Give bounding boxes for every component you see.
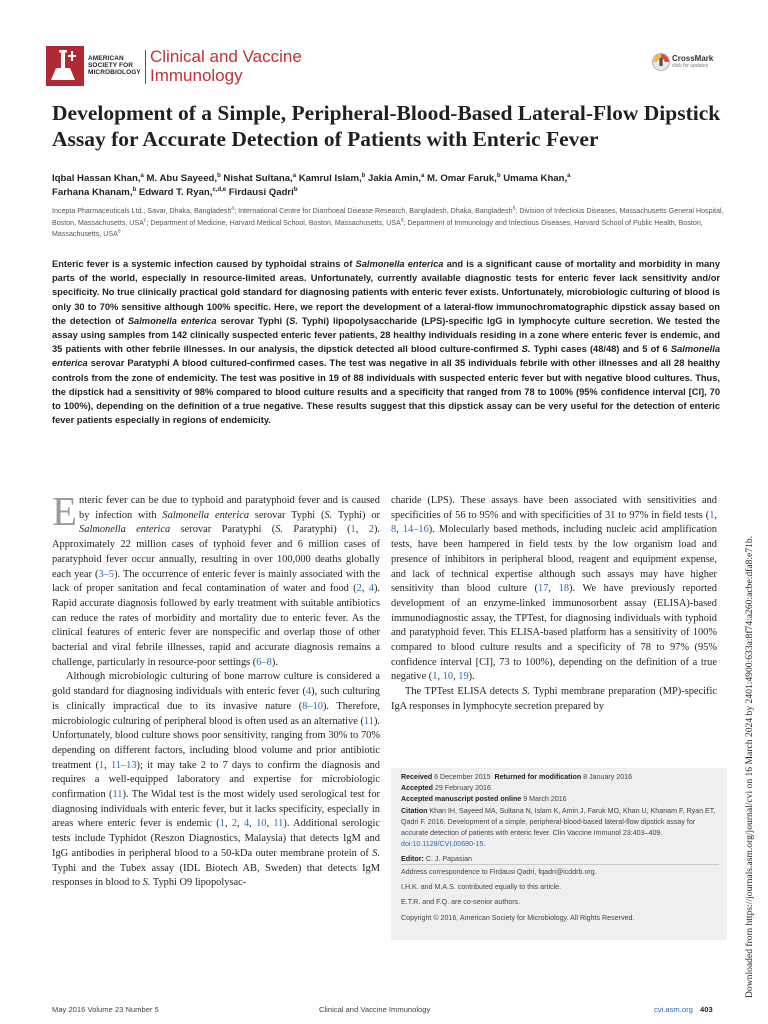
text-run: serovar Typhi (: [249, 509, 325, 521]
returned-label: Returned for modification: [494, 773, 582, 781]
article-title: Development of a Simple, Peripheral-Blood-Based Lateral-Flow Dipstick Assay for Accurate Detection of Patients with Enteric Fever: [52, 101, 721, 151]
author-list: [52, 172, 732, 200]
equal-contribution-note: I.H.K. and M.A.S. contributed equally to this article.: [401, 883, 562, 892]
online-date: 9 March 2016: [523, 795, 567, 804]
text-run: The TPTest ELISA detects: [405, 686, 523, 698]
text-run: ). Molecularly based methods, including nucleic acid amplification tests, have been hampered in field tests by the low organism load and presence of inhibitors in peripheral blood, reagent and equipment expense, and lack of technical expertise although such assays may have higher sensitivity than blood culture (: [391, 524, 717, 595]
author-name: M. Abu Sayeed,: [146, 173, 218, 184]
text-run: ,: [453, 671, 459, 683]
society-line: MICROBIOLOGY: [88, 69, 141, 76]
text-run: ,: [355, 524, 369, 536]
author-name: Jakia Amin,: [368, 173, 421, 184]
crossmark-icon[interactable]: [652, 53, 670, 71]
text-run: ,: [224, 818, 232, 830]
reference-link[interactable]: 10: [442, 671, 454, 683]
online-label: Accepted manuscript posted online: [401, 795, 522, 804]
senior-author-note: E.T.R. and F.Q. are co-senior authors.: [401, 898, 521, 907]
reference-link[interactable]: 18: [558, 583, 570, 595]
author-affiliation-marker: b: [132, 186, 137, 193]
author-affiliation-marker: b: [217, 172, 221, 179]
accepted-date: 29 February 2016: [434, 784, 491, 793]
society-line: SOCIETY FOR: [88, 62, 134, 69]
correspondence-note: Address correspondence to Firdausi Qadri, fqadri@icddrb.org.: [401, 868, 597, 876]
reference-link[interactable]: 1: [219, 818, 225, 830]
reference-link[interactable]: 1: [350, 524, 356, 536]
text-run: ,: [437, 671, 443, 683]
author-name: Edward T. Ryan,: [138, 187, 213, 198]
journal-name: [150, 47, 302, 85]
body-paragraph: [52, 670, 380, 891]
italic-text: S.: [324, 509, 333, 521]
author-affiliation-marker: a: [292, 172, 297, 179]
history-row: [401, 772, 719, 783]
affiliation-marker: e: [117, 228, 121, 235]
author-affiliation-marker: b: [293, 186, 298, 193]
text-run: ); it may take 2 to 7 days to confirm the diagnosis and requires a well-equipped laboratory and expertise for microbiologic confirmation (: [52, 759, 380, 801]
author-affiliation-marker: a: [567, 172, 571, 179]
text-run: serovar Typhi (: [216, 315, 290, 326]
body-paragraph: [52, 488, 381, 670]
author-affiliation-marker: b: [496, 172, 501, 179]
italic-text: Salmonella enterica: [52, 344, 720, 369]
text-run: ,: [548, 583, 559, 595]
citation: [401, 806, 719, 851]
reference-link[interactable]: 4: [305, 686, 312, 698]
text-run: ). We have previously reported development of an enzyme-linked immunosorbent assay (ELISA)-based immunodiagnostic assay, the TPTest, for diagnosing individuals with typhoid and paratyphoid fever. This ELISA-based platform has a sensitivity of 100% compared to blood culture results and a specificity of 78 to 97% (95% confidence interval [CI], 73 to 100%), depending on the definition of a true negative (: [391, 583, 717, 683]
text-run: ). Approximately 22 million cases of typhoid fever and 6 million cases of paratyphoid fever occur annually, resulting in over 100,000 deaths globally each year (: [52, 524, 380, 580]
text-run: ). Therefore, microbiologic culturing of peripheral blood is often used as an alternative (: [52, 700, 380, 727]
journal-name-line: Immunology: [150, 66, 243, 85]
text-run: Typhi) or: [332, 509, 380, 521]
download-watermark: Downloaded from https://journals.asm.org/journal/cvi on 16 March 2024 by 2401:4900:633a:8f74:a260:acbe:dfa8:e71b.: [744, 535, 755, 998]
body-column-right: [391, 494, 717, 715]
text-run: ,: [104, 759, 111, 771]
italic-text: S.: [142, 877, 151, 889]
italic-text: Salmonella enterica: [127, 315, 217, 326]
citation-end: .: [483, 840, 486, 849]
affiliation-text: ; Department of Immunology and Infectious Diseases, Harvard School of Public Health, Boston, Massachusetts, USA: [52, 218, 703, 238]
society-name: [88, 55, 148, 76]
journal-name-line: Clinical and Vaccine: [150, 47, 302, 66]
citation-label: Citation: [401, 806, 428, 815]
abstract: [52, 257, 720, 427]
author-name: M. Omar Faruk,: [427, 173, 497, 184]
text-run: ,: [714, 509, 717, 521]
affiliation-text: ; Division of Infectious Diseases, Massachusetts General Hospital, Boston, Massachusetts, USA: [52, 207, 724, 227]
text-run: Although microbiologic culturing of bone marrow culture is considered a gold standard for diagnosing individuals with enteric fever (: [52, 671, 380, 698]
header-divider: [145, 50, 146, 84]
text-run: ). The Widal test is the most widely used serological test for diagnosing individuals with enteric fever, but it lacks specificity, especially in areas where enteric fever is endemic (: [52, 789, 380, 830]
crossmark-link[interactable]: [672, 54, 713, 69]
affiliation-text: ; Department of Medicine, Harvard Medical School, Boston, Massachusetts, USA: [146, 218, 401, 227]
affiliation-marker: c: [143, 217, 147, 224]
text-run: ,: [237, 818, 244, 830]
reference-link[interactable]: 2: [231, 818, 238, 830]
italic-text: S.: [521, 344, 531, 355]
author-affiliation-marker: c,d,e: [212, 186, 227, 193]
italic-text: S.: [289, 315, 298, 326]
history-row: [401, 783, 719, 794]
text-run: Typhi O9 lipopolysac-: [150, 877, 247, 889]
text-run: Paratyphi) (: [283, 524, 351, 536]
italic-text: Salmonella enterica: [355, 259, 444, 269]
text-run: Typhi cases (48/48) and 5 of 6: [530, 344, 671, 355]
reference-link[interactable]: 6–8: [256, 656, 272, 668]
italic-text: S.: [522, 686, 530, 698]
footer-journal: Clinical and Vaccine Immunology: [319, 1005, 431, 1014]
text-run: serovar Paratyphi (: [170, 524, 276, 536]
asm-logo-icon: [46, 46, 84, 86]
reference-link[interactable]: 19: [458, 671, 469, 683]
author-name: Kamrul Islam,: [298, 173, 362, 184]
article-history: [401, 772, 719, 866]
author-name: Firdausi Qadri: [228, 187, 294, 198]
author-affiliation-marker: b: [361, 172, 366, 179]
reference-link[interactable]: 4: [243, 818, 250, 830]
citation-text: Khan IH, Sayeed MA, Sultana N, Islam K, Amin J, Faruk MO, Khan U, Khanam F, Ryan ET, Qadri F. 2016. Development of a simple, peripheral-blood-based lateral-flow dipstick assay for accurate detection of patients with enteric fever. Clin Vaccine Immunol 23:403–409.: [401, 806, 716, 838]
text-run: ,: [361, 583, 369, 595]
text-run: and is a significant cause of mortality and morbidity in many parts of the world, especially in resource-limited areas. Unfortunately, currently available diagnostic tests for enteric fever lack sensitivity and/or specificity. No true clinically practical gold standard for diagnosing patients with enteric fever exists. Unfortunately, microbiologic culturing of blood is only 30 to 70% sensitive although 100% specific. Here, we report the development of a lateral-flow immunochromatographic dipstick assay based on the detection of: [52, 259, 721, 326]
italic-text: Salmonella enterica: [79, 524, 171, 536]
affiliation-text: Incepta Pharmaceuticals Ltd., Savar, Dhaka, Bangladesh: [52, 207, 232, 215]
italic-text: S.: [372, 847, 380, 859]
footer-issue: May 2016 Volume 23 Number 5: [52, 1005, 159, 1014]
info-divider: [401, 864, 719, 865]
editor-label: Editor:: [401, 855, 424, 864]
crossmark-title: CrossMark: [672, 54, 714, 63]
reference-link[interactable]: 4: [368, 583, 374, 595]
crossmark-subtitle: click for updates: [672, 63, 709, 69]
returned-date: 8 January 2016: [583, 773, 633, 781]
text-run: ). Rapid accurate diagnosis followed by early treatment with suitable antibiotics can reduce the rates of morbidity and mortality due to enteric fever. As the clinical features of enteric fever are nonspecific and overlap those of other bacterial and viral febrile illnesses, rapid and accurate diagnosis remains a challenge, particularly in resource-poor settings (: [52, 583, 381, 668]
affiliation-marker: d: [400, 217, 404, 224]
body-column-left: [52, 488, 381, 891]
society-line: AMERICAN: [88, 55, 124, 62]
reference-link[interactable]: 11: [112, 789, 123, 801]
affiliation-text: ; International Centre for Diarrhoeal Disease Research, Bangladesh, Dhaka, Bangladesh: [234, 207, 513, 215]
text-run: ,: [249, 818, 257, 830]
text-run: ). Unfortunately, blood culture shows poor sensitivity, ranging from 30% to 70% depending on different factors, including blood volume and prior antibiotic treatment (: [52, 715, 380, 771]
footer-site-link[interactable]: cvi.asm.org: [654, 1005, 693, 1014]
editor-name: C. J. Papasian: [425, 855, 472, 864]
reference-link[interactable]: 1: [709, 509, 715, 521]
text-run: ). Additional serologic tests include Typhidot (Reszon Diagnostics, Malaysia) that detects IgM and IgG antibodies in peripheral blood to a 50-kDa outer membrane protein of: [52, 818, 380, 859]
text-run: Typhi membrane preparation (MP)-specific IgA responses in lymphocyte secretion prepared by: [391, 686, 718, 712]
text-run: Typhi and the Tubex assay (IDL Biotech AB, Sweden) that detects IgM responses in blood to: [52, 862, 380, 889]
accepted-label: Accepted: [401, 784, 433, 793]
reference-link[interactable]: 1: [98, 759, 105, 771]
received-label: Received: [401, 773, 433, 781]
affiliations: [52, 206, 747, 241]
author-name: Umama Khan,: [503, 173, 568, 184]
text-run: ), such culturing is clinically impractical due to its invasive nature (: [52, 686, 380, 712]
reference-link[interactable]: 17: [538, 583, 549, 595]
reference-link[interactable]: 11: [363, 715, 374, 727]
page-number: 403: [700, 1005, 713, 1014]
reference-link[interactable]: 8: [391, 524, 397, 536]
text-run: charide (LPS). These assays have been associated with sensitivities and specificities of 56 to 95% and with specificities of 31 to 97% in field tests (: [391, 495, 717, 521]
author-name: Iqbal Hassan Khan,: [52, 173, 141, 184]
text-run: ).: [271, 656, 278, 668]
reference-link[interactable]: 11: [273, 818, 284, 830]
text-run: ,: [266, 818, 274, 830]
reference-link[interactable]: 1: [432, 671, 438, 683]
reference-link[interactable]: 3–5: [98, 568, 115, 580]
body-paragraph: [391, 685, 717, 714]
affiliation-marker: a: [231, 205, 235, 212]
text-run: ,: [396, 524, 403, 536]
italic-text: Salmonella enterica: [162, 509, 250, 521]
received-date: 6 December 2015: [434, 773, 491, 781]
text-run: serovar Paratyphi A blood cultured-confirmed cases. The test was negative in all 35 individuals febrile with other illnesses and all 28 healthy controls from the zone of endemicity. The test was positive in 19 of 88 individuals with suspected enteric fever but with negative blood cultures. Thus, the dipstick had a sensitivity of 98% compared to blood culture results and a specificity that ranged from 78 to 100% (95% confidence interval [CI], 70 to 100%), depending on the definition of a true negative. These results suggest that this dipstick assay can be very useful for the detection of enteric fever patients especially in regions of endemicity.: [52, 358, 720, 426]
text-run: Typhi) lipopolysaccharide (LPS)-specific IgG in lymphocyte culture secretion. We tested the assay using samples from 142 clinically suspected enteric fever patients, 28 healthy individuals residing in a zone where enteric fever is endemic, and 35 patients with other febrile illnesses. In our analysis, the dipstick detected all blood culture-confirmed: [52, 315, 721, 355]
author-affiliation-marker: a: [140, 172, 144, 179]
text-run: ). The occurrence of enteric fever is mainly associated with the lack of proper sanitation and fecal contamination of water and food (: [52, 568, 380, 595]
author-affiliation-marker: a: [420, 172, 425, 179]
body-paragraph: [391, 494, 717, 685]
text-run: nteric fever can be due to typhoid and paratyphoid fever and is caused by infection with: [79, 495, 380, 521]
reference-link[interactable]: 14–16: [402, 524, 429, 536]
affiliation-marker: b: [512, 205, 516, 212]
history-row: [401, 794, 719, 805]
drop-cap: E: [52, 488, 78, 534]
reference-link[interactable]: 8–10: [302, 700, 323, 712]
text-run: Enteric fever is a systemic infection caused by typhoidal strains of: [52, 259, 356, 269]
copyright-note: Copyright © 2016, American Society for Microbiology. All Rights Reserved.: [401, 913, 635, 922]
text-run: ).: [468, 671, 475, 683]
doi-link[interactable]: doi:10.1128/CVI.00690-15: [401, 840, 484, 849]
reference-link[interactable]: 10: [256, 818, 267, 830]
reference-link[interactable]: 2: [368, 524, 374, 536]
italic-text: S.: [275, 524, 284, 536]
reference-link[interactable]: 11–13: [110, 759, 137, 771]
author-name: Nishat Sultana,: [223, 173, 293, 184]
article-notes: [401, 867, 719, 924]
reference-link[interactable]: 2: [356, 583, 362, 595]
author-name: Farhana Khanam,: [52, 187, 133, 198]
